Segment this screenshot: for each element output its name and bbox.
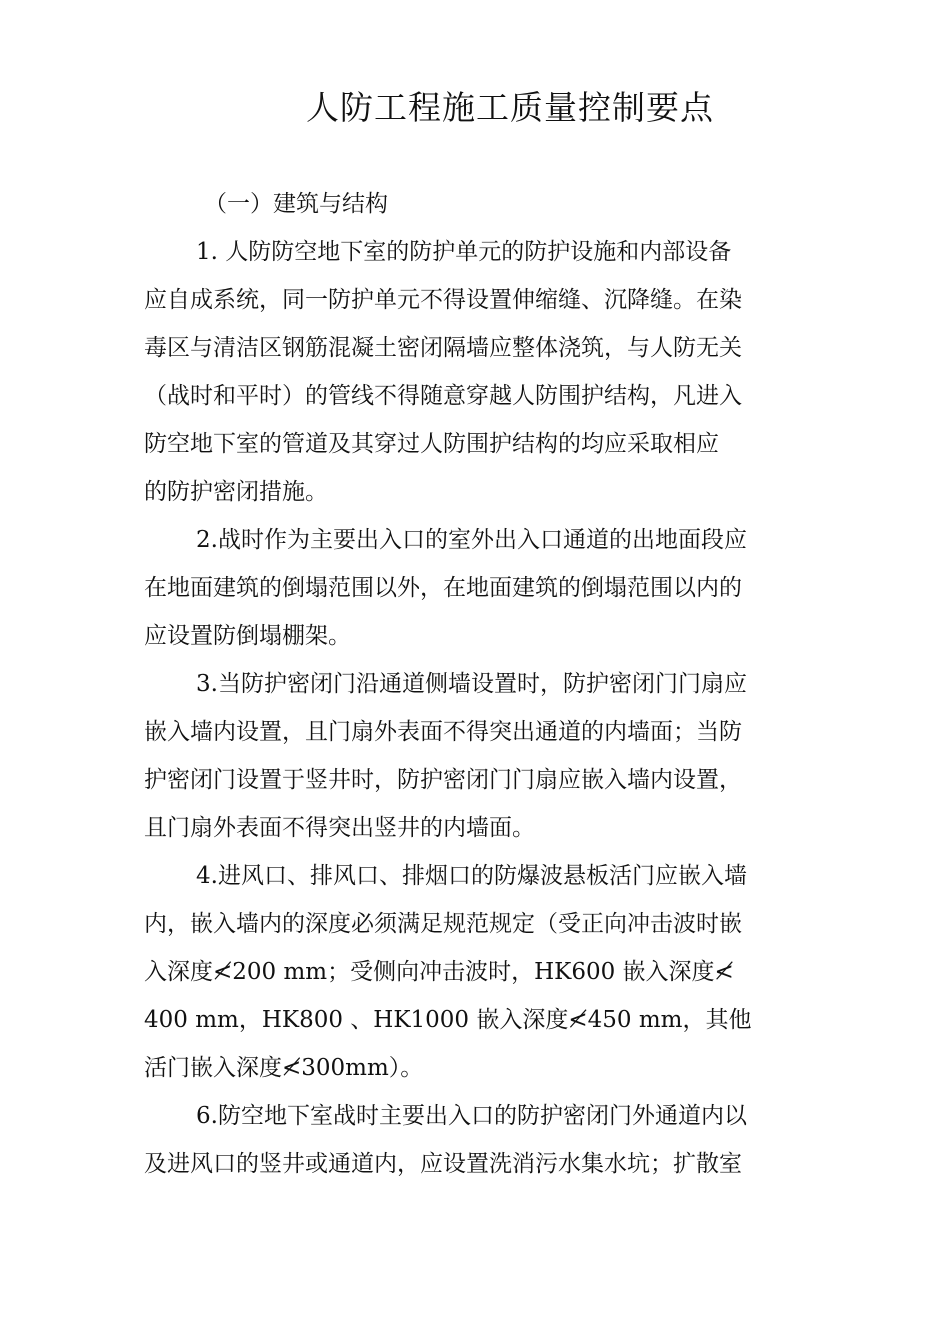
paragraph-line: 1. 人防防空地下室的防护单元的防护设施和内部设备	[196, 239, 732, 265]
paragraph-line: 的防护密闭措施。	[144, 479, 328, 505]
paragraph-line: 6.防空地下室战时主要出入口的防护密闭门外通道内以	[196, 1103, 747, 1129]
paragraph-line: 应自成系统，同一防护单元不得设置伸缩缝、沉降缝。在染	[144, 287, 742, 313]
paragraph-line: 4.进风口、排风口、排烟口的防爆波悬板活门应嵌入墙	[196, 863, 747, 889]
paragraph-line: 活门嵌入深度≮300mm）。	[144, 1055, 424, 1081]
paragraph-line: 及进风口的竖井或通道内，应设置洗消污水集水坑；扩散室	[144, 1151, 742, 1177]
paragraph-line: 3.当防护密闭门沿通道侧墙设置时，防护密闭门门扇应	[196, 671, 747, 697]
paragraph-line: （战时和平时）的管线不得随意穿越人防围护结构，凡进入	[144, 383, 742, 409]
paragraph-line: 且门扇外表面不得突出竖井的内墙面。	[144, 815, 535, 841]
paragraph-line: 嵌入墙内设置，且门扇外表面不得突出通道的内墙面；当防	[144, 719, 742, 745]
paragraph-line: 护密闭门设置于竖井时，防护密闭门门扇应嵌入墙内设置，	[144, 767, 742, 793]
paragraph-line: 防空地下室的管道及其穿过人防围护结构的均应采取相应	[144, 431, 719, 457]
paragraph-line: 2.战时作为主要出入口的室外出入口通道的出地面段应	[196, 527, 747, 553]
document-title: 人防工程施工质量控制要点	[306, 88, 714, 127]
paragraph-line: 入深度≮200 mm；受侧向冲击波时，HK600 嵌入深度≮	[144, 959, 734, 985]
paragraph-2	[144, 516, 810, 660]
paragraph-line: 在地面建筑的倒塌范围以外，在地面建筑的倒塌范围以内的	[144, 575, 742, 601]
paragraph-line: 内，嵌入墙内的深度必须满足规范规定（受正向冲击波时嵌	[144, 911, 742, 937]
document-body	[144, 180, 810, 1188]
paragraph-line: 400 mm，HK800 、HK1000 嵌入深度≮450 mm，其他	[144, 1007, 752, 1033]
section-heading: （一）建筑与结构	[204, 191, 388, 217]
paragraph-line: 应设置防倒塌棚架。	[144, 623, 351, 649]
paragraph-3	[144, 660, 810, 852]
paragraph-1	[144, 228, 810, 516]
paragraph-4	[144, 852, 810, 1092]
paragraph-6	[144, 1092, 810, 1188]
paragraph-line: 毒区与清洁区钢筋混凝土密闭隔墙应整体浇筑，与人防无关	[144, 335, 742, 361]
